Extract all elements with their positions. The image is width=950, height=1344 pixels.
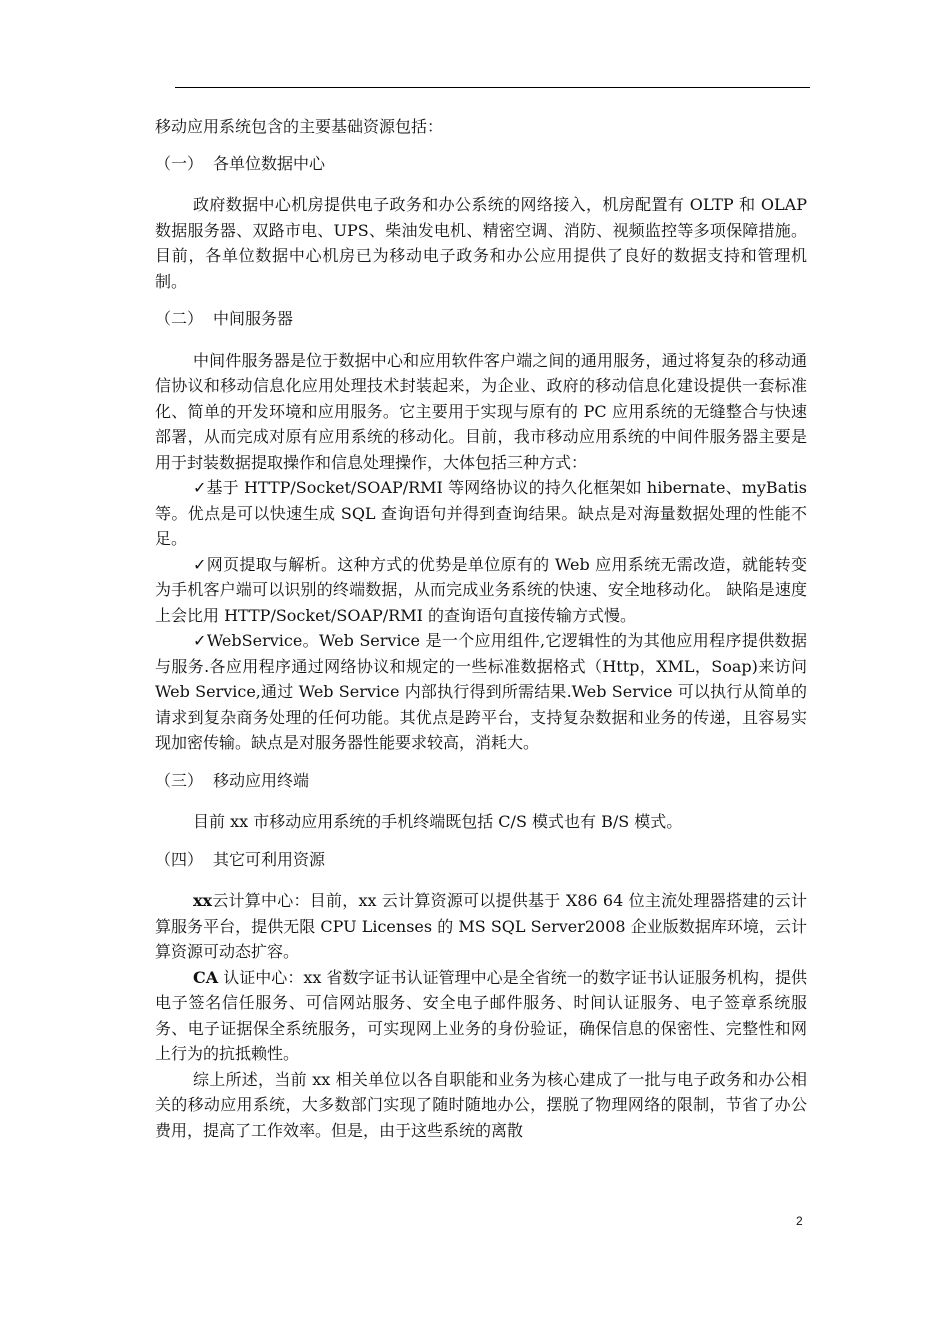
intro-line: 移动应用系统包含的主要基础资源包括：: [155, 117, 444, 136]
bullet-item-3: ✓WebService。Web Service 是一个应用组件,它逻辑性的为其他应用程序提供数据与服务.各应用程序通过网络协议和规定的一些标准数据格式（Http，XML，Soap)来访问 Web Service,通过 Web Service 内部执行得到所需结果.Web Service 可以执行从简单的请求到复杂商务处理的任何功能。其优点是跨平台，支持复杂数据和业务的传递，且容易实现加密传输。缺点是对服务器性能要求较高，消耗大。: [155, 631, 808, 752]
check-icon: ✓: [193, 478, 207, 497]
section-1-paragraph: 政府数据中心机房提供电子政务和办公系统的网络接入，机房配置有 OLTP 和 OLAP 数据服务器、双路市电、UPS、柴油发电机、精密空调、消防、视频监控等多项保障措施。目前，各单位数据中心机房已为移动电子政务和办公应用提供了良好的数据支持和管理机制。: [155, 195, 807, 291]
check-icon: ✓: [193, 554, 207, 574]
section-heading-1: （一） 各单位数据中心: [155, 153, 326, 173]
closing-paragraph: 综上所述，当前 xx 相关单位以各自职能和业务为核心建成了一批与电子政务和办公相关的移动应用系统，大多数部门实现了随时随地办公，摆脱了物理网络的限制，节省了办公费用，提高了工作效率。但是，由于这些系统的离散: [155, 1069, 807, 1140]
page-content: [155, 114, 807, 1143]
bullet-item-1: ✓基于 HTTP/Socket/SOAP/RMI 等网络协议的持久化框架如 hibernate、myBatis 等。优点是可以快速生成 SQL 查询语句并得到查询结果。缺点是对海量数据处理的性能不足。: [155, 478, 807, 548]
resource-item-cloud: xx云计算中心：目前，xx 云计算资源可以提供基于 X86 64 位主流处理器搭建的云计算服务平台，提供无限 CPU Licenses 的 MS SQL Server2008 企业版数据库环境，云计算资源可动态扩容。: [155, 891, 807, 961]
section-heading-2: （二） 中间服务器: [155, 309, 294, 328]
section-heading-3: （三） 移动应用终端: [155, 770, 310, 790]
check-icon: ✓: [193, 631, 207, 650]
resource-item-ca: CA 认证中心：xx 省数字证书认证管理中心是全省统一的数字证书认证服务机构，提供电子签名信任服务、可信网站服务、安全电子邮件服务、时间认证服务、电子签章系统服务、电子证据保全系统服务，可实现网上业务的身份验证，确保信息的保密性、完整性和网上行为的抗抵赖性。: [155, 967, 807, 1063]
header-rule: [175, 87, 810, 88]
section-2-paragraph: 中间件服务器是位于数据中心和应用软件客户端之间的通用服务，通过将复杂的移动通信协议和移动信息化应用处理技术封装起来，为企业、政府的移动信息化建设提供一套标准化、简单的开发环境和应用服务。它主要用于实现与原有的 PC 应用系统的无缝整合与快速部署，从而完成对原有应用系统的移动化。目前，我市移动应用系统的中间件服务器主要是用于封装数据提取操作和信息处理操作，大体包括三种方式：: [155, 350, 807, 472]
page-number: 2: [796, 1214, 803, 1228]
section-heading-4: （四） 其它可利用资源: [155, 849, 326, 869]
bullet-item-2: ✓网页提取与解析。这种方式的优势是单位原有的 Web 应用系统无需改造，就能转变为手机客户端可以识别的终端数据，从而完成业务系统的快速、安全地移动化。 缺陷是速度上会比用 HTTP/Socket/SOAP/RMI 的查询语句直接传输方式慢。: [155, 554, 808, 625]
section-3-paragraph: 目前 xx 市移动应用系统的手机终端既包括 C/S 模式也有 B/S 模式。: [193, 812, 683, 831]
